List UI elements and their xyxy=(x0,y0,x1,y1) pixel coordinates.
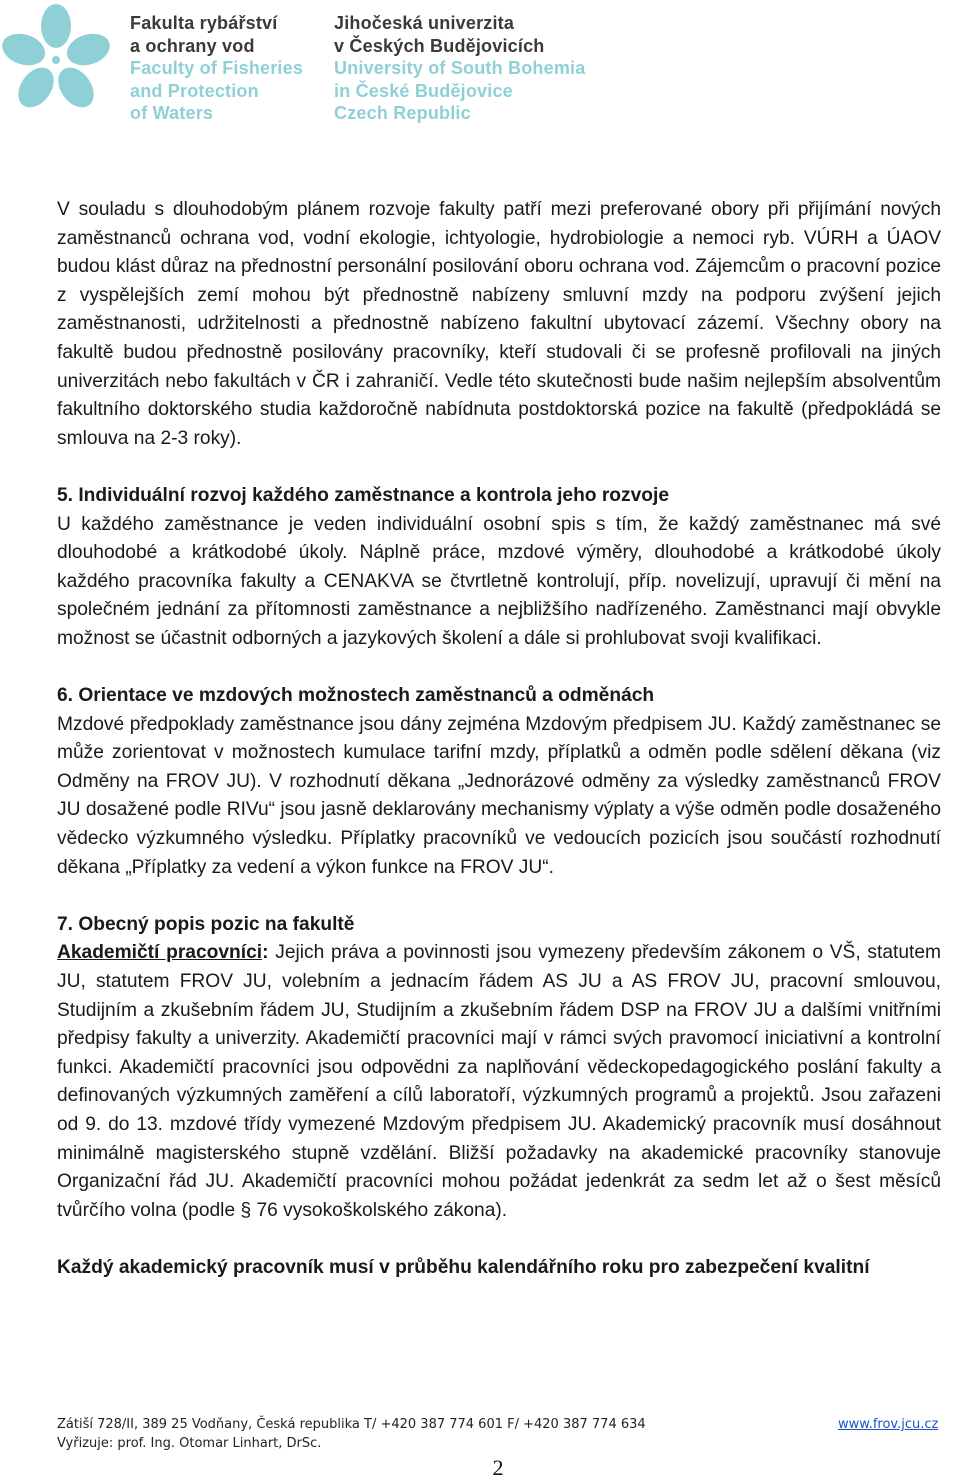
faculty-name-en-line3: of Waters xyxy=(130,103,214,123)
term-colon: : xyxy=(262,942,269,964)
closing-bold-sentence: Každý akademický pracovník musí v průběhu kalendářního roku pro zabezpečení kvalitní xyxy=(57,1256,870,1278)
footer-address: Zátiší 728/II, 389 25 Vodňany, Česká republika T/ +420 387 774 601 F/ +420 387 774 634 xyxy=(57,1417,646,1432)
faculty-name-en-line1: Faculty of Fisheries xyxy=(130,58,304,78)
footer-handled-by: Vyřizuje: prof. Ing. Otomar Linhart, DrSc. xyxy=(57,1436,322,1451)
university-name-en-line2: in České Budějovice xyxy=(334,80,513,101)
section-5-heading: 5. Individuální rozvoj každého zaměstnance a kontrola jeho rozvoje xyxy=(57,484,670,506)
page-number: 2 xyxy=(492,1455,504,1480)
website-link[interactable]: www.frov.jcu.cz xyxy=(838,1417,939,1432)
university-name-cz-line2: v Českých Budějovicích xyxy=(334,35,545,56)
academic-staff-description: Jejich práva a povinnosti jsou vymezeny především zákonem o VŠ, statutem JU, statutem FROV JU, volebním a jednacím řádem AS JU a AS FROV JU, pracovní smlouvou, Studijním a zkušebním řádem JU, Studijním a zkušebním řádem DSP na FROV JU a dalšími vnitřními předpisy fakulty a univerzity. Akademičtí pracovníci mají v rámci svých pravomocí iniciativní a kontrolní funkci. Akademičtí pracovníci jsou odpovědni za naplňování vědeckopedagogického poslání fakulty a definovaných výzkumných zaměření a cílů laboratoří, výzkumných programů a projektů. Jsou zařazeni od 9. do 13. mzdové třídy vymezené Mzdovým předpisem JU. Akademický pracovník musí dosáhnout minimálně magisterského stupně vzdělání. Bližší požadavky na akademické pracovníky stanovuje Organizační řád JU. Akademičtí pracovníci mohou požádat jedenkrát za sedm let až o šest měsíců tvůrčího volna (podle § 76 vysokoškolského zákona). xyxy=(57,942,942,1221)
university-name-en-line1: University of South Bohemia xyxy=(334,58,586,78)
document-body xyxy=(57,196,941,1283)
university-name-block xyxy=(334,12,585,125)
section-5-paragraph: U každého zaměstnance je veden individuální osobní spis s tím, že každý zaměstnanec má své dlouhodobé a krátkodobé úkoly. Náplně práce, mzdové výměry, dlouhodobé a krátkodobé úkoly každého pracovníka fakulty a CENAKVA se čtvrtletně kontrolují, příp. novelizují, upravují či mění na společném jednání za přítomnosti zaměstnance a nejbližšího nadřízeného. Zaměstnanci mají obvykle možnost se účastnit odborných a jazykových školení a dále si prohlubovat svoji kvalifikaci. xyxy=(57,513,941,649)
section-7-paragraph xyxy=(57,939,941,1225)
page-footer xyxy=(57,1415,957,1453)
university-name-cz-line1: Jihočeská univerzita xyxy=(334,13,515,33)
faculty-name-en-line2: and Protection xyxy=(130,80,259,101)
section-6-heading: 6. Orientace ve mzdových možnostech zaměstnanců a odměnách xyxy=(57,685,655,707)
faculty-name-cz-line1: Fakulta rybářství xyxy=(130,13,278,33)
academic-staff-term: Akademičtí pracovníci xyxy=(57,942,263,964)
faculty-name-block xyxy=(130,12,303,125)
fish-flower-logo-icon xyxy=(2,4,110,112)
intro-paragraph: V souladu s dlouhodobým plánem rozvoje fakulty patří mezi preferované obory při přijímání nových zaměstnanců ochrana vod, vodní ekologie, ichtyologie, hydrobiologie a nemoci ryb. VÚRH a ÚAOV budou klást důraz na přednostní personální posilování oboru ochrana vod. Zájemcům o pracovní pozice z vyspělejších zemí mohou být přednostně nabízeny smluvní mzdy na podporu zvýšení jejich zaměstnanosti, udržitelnosti a přednostně nabízeno fakultní ubytovací zázemí. Všechny obory na fakultě budou přednostně posilovány pracovníky, kteří studovali či se profesně profilovali na jiných univerzitách nebo fakultách v ČR i zahraničí. Vedle této skutečnosti bude našim nejlepším absolventům fakultního doktorského studia každoročně nabídnuta postdoktorská pozice na fakultě (předpokládá se smlouva na 2-3 roky). xyxy=(57,199,941,449)
faculty-name-cz-line2: a ochrany vod xyxy=(130,35,255,56)
letterhead xyxy=(0,0,960,140)
section-7-heading: 7. Obecný popis pozic na fakultě xyxy=(57,913,355,935)
section-6-paragraph: Mzdové předpoklady zaměstnance jsou dány zejména Mzdovým předpisem JU. Každý zaměstnanec se může zorientovat v možnostech kumulace tarifní mzdy, příplatků a odměn podle sdělení děkana (viz Odměny na FROV JU). V rozhodnutí děkana „Jednorázové odměny za výsledky zaměstnanců FROV JU dosažené podle RIVu“ jsou jasně deklarovány mechanismy výplaty a výše odměn podle dosaženého vědecko výzkumného výsledku. Příplatky pracovníků ve vedoucích pozicích jsou součástí rozhodnutí děkana „Příplatky za vedení a výkon funkce na FROV JU“. xyxy=(57,713,941,878)
university-name-en-line3: Czech Republic xyxy=(334,103,471,123)
